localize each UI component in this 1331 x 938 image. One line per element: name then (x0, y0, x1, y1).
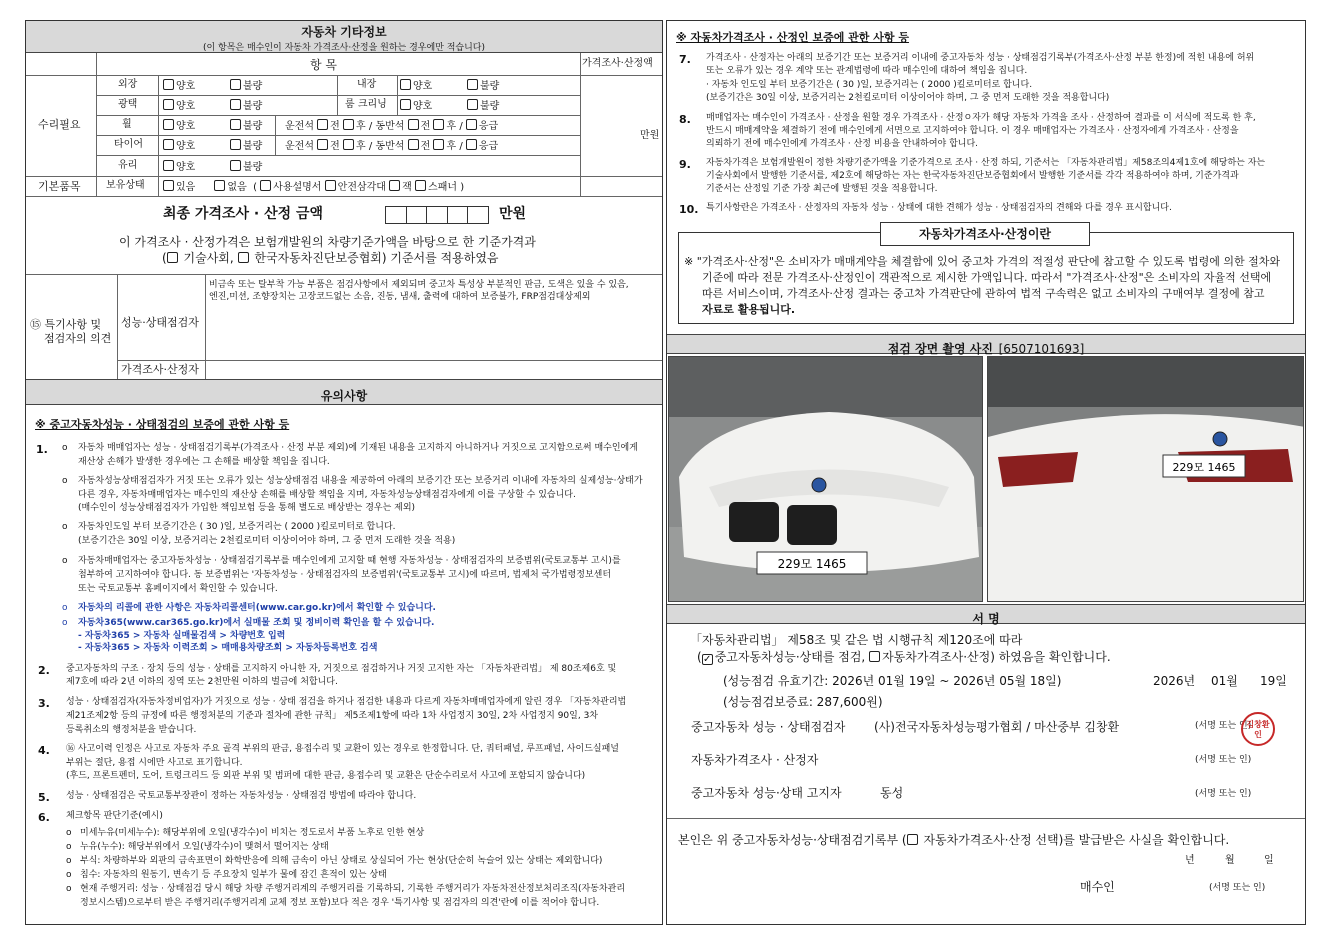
checkbox-icon[interactable] (238, 252, 249, 263)
bullet-icon: o (62, 556, 68, 566)
notice-line: 다른 경우, 자동차매매업자는 매수인의 재산상 손해를 배상할 책임을 지며, 자동차성능상태점검자에게 이를 구상할 수 있습니다. (78, 490, 576, 500)
item-number: 8. (679, 113, 691, 126)
bullet-icon: o (62, 476, 68, 486)
price-signer-label: 자동차가격조사 · 산정자 (691, 753, 819, 767)
item-number: 7. (679, 53, 691, 66)
notice-line: 자동차인도일 부터 보증기간은 ( 30 )일, 보증거리는 ( 2000 )킬로미터로 합니다. (78, 522, 396, 532)
bullet-icon: o (66, 828, 72, 838)
interior-bad[interactable]: 불량 (467, 79, 499, 93)
notice-line: ⑯ 사고이력 인정은 사고로 자동차 주요 골격 부위의 판금, 용접수리 및 교환이 있는 경우로 한정합니다. 단, 쿼터패널, 루프패널, 사이드실패널 (66, 744, 619, 754)
opinion-text-1: 비금속 또는 탈부착 가능 부품은 점검사항에서 제외되며 중고차 특성상 부분적인 판금, 도색은 있을 수 있음, (209, 280, 629, 290)
what-is-title: 자동차가격조사·산정이란 (880, 222, 1090, 246)
row-gloss: 광택 (118, 99, 138, 110)
checkbox-icon[interactable] (317, 119, 328, 130)
notice-line: 정보시스템)으로부터 받은 주행거리(주행거리계 교체 정보 포함)보다 적은 경우 '특기사항 및 점검자의 의견'란에 이를 적어야 합니다. (80, 898, 600, 908)
checkbox-icon (230, 119, 241, 130)
checkbox-icon[interactable] (343, 119, 354, 130)
bullet-icon: o (62, 618, 68, 628)
guarantee-line: 매매업자는 매수인이 가격조사 · 산정을 원할 경우 가격조사 · 산정ㅇ자가 해당 자동차 가격을 조사 · 산정하여 결과를 이 서식에 적도록 한 후, (706, 113, 1256, 123)
row-glass: 유리 (118, 160, 138, 171)
price-signer-sign-hint: (서명 또는 인) (1195, 755, 1252, 765)
checkbox-icon[interactable] (343, 139, 354, 150)
guarantee-line: 반드시 매매계약을 체결하기 전에 매수인에게 서면으로 고지하여야 합니다. 이 경우 매매업자는 가격조사 · 산정자에게 가격조사 · 산정을 (706, 126, 1239, 136)
final-price-title: 최종 가격조사 · 산정 금액 (163, 206, 324, 222)
guarantee-line: · 자동차 인도일 부터 보증기간은 ( 30 )일, 보증거리는 ( 2000 )킬로미터로 합니다. (706, 80, 1033, 90)
notifier-label: 중고자동차 성능·상태 고지자 (691, 786, 842, 800)
item-number: 9. (679, 158, 691, 171)
guarantee-line: 의뢰하기 전에 매수인에게 가격조사 · 산정 비용을 안내하여야 합니다. (706, 139, 979, 149)
checkbox-icon (163, 119, 174, 130)
notice-line: 중고자동차의 구조 · 장치 등의 성능 · 상태를 고지하지 아니한 자, 거짓으로 점검하거나 거짓 고지한 자는 「자동차관리법」 제 80조제6호 및 (66, 664, 617, 674)
checkbox-icon (400, 79, 411, 90)
guarantee-line: (보증기간은 30일 이상, 보증거리는 2천킬로미터 이상이어야 하며, 그 중 먼저 도래한 것을 적용합니다) (706, 93, 1110, 103)
notice-line: 또는 국토교통부 홈페이지에서 확인할 수 있습니다. (78, 584, 278, 594)
opinion-label-1: ⑮ 특기사항 및 (30, 318, 102, 331)
guarantee-line: 자동차가격은 보험개발원이 정한 차량기준가액을 기준가격으로 조사 · 산정 하되, 기준서는 「자동차관리법」제58조의4제1호에 해당하는 자는 (706, 158, 1266, 168)
checkbox-icon[interactable] (214, 180, 225, 191)
notice-line: 체크항목 판단기준(예시) (66, 811, 163, 821)
item-number: 3. (38, 697, 50, 710)
notice-line: 누유(누수): 해당부위에서 오일(냉각수)이 맺혀서 떨어지는 상태 (80, 842, 329, 852)
item-number: 1. (36, 443, 48, 456)
checkbox-icon[interactable] (907, 834, 918, 845)
item-number: 6. (38, 811, 50, 824)
receipt-year: 년 (1185, 855, 1195, 866)
checkbox-icon (230, 99, 241, 110)
other-info-title: 자동차 기타정보 (301, 25, 387, 39)
row-room-cleaning: 룸 크리닝 (345, 99, 387, 110)
what-is-line: 자료로 활용됩니다. (702, 303, 796, 316)
checkbox-icon[interactable] (408, 119, 419, 130)
wheel-good[interactable]: 양호 (163, 119, 195, 133)
notice-line: 자동차성능상태점검자가 거짓 또는 오류가 있는 성능상태점검 내용을 제공하여 아래의 보증기간 또는 보증거리 이내에 자동차의 실제성능·상태가 (78, 476, 643, 486)
notice-line: 첨부하여 고지하여야 합니다. 동 보증범위는 '자동차성능 · 상태점검자의 보증범위'(국토교통부 고시)에 따르며, 법제처 국가법령정보센터 (78, 570, 612, 580)
sign-line-2: (✓ 중고자동차성능·상태를 점검, 자동차가격조사·산정) 하였음을 확인합니다. (697, 650, 1111, 665)
exterior-good[interactable]: 양호 (163, 79, 195, 93)
other-info-header (26, 21, 662, 53)
guarantee-fee: (성능점검보증료: 287,600원) (723, 695, 883, 709)
guarantee-line: 특기사항란은 가격조사 · 산정자의 자동차 성능 · 상태에 대한 견해가 성능 · 상태점검자의 견해와 다를 경우 표시합니다. (706, 203, 1172, 213)
final-price-note-1: 이 가격조사 · 산정가격은 보험개발원의 차량기준가액을 바탕으로 한 기준가격과 (119, 235, 536, 249)
basic-items-label: 기본품목 (38, 180, 81, 193)
recall-link[interactable]: 자동차의 리콜에 관한 사항은 자동차리콜센터(www.car.go.kr)에서 확인할 수 있습니다. (78, 603, 436, 613)
bullet-icon: o (62, 443, 68, 453)
notice-header (26, 379, 662, 405)
checkbox-icon[interactable] (433, 139, 444, 150)
checkbox-icon (467, 99, 478, 110)
notice-line: 성능 · 상태점검자(자동차정비업자)가 거짓으로 성능 · 상태 점검을 하거나 점검한 내용과 다르게 자동차매매업자에게 알린 경우 「자동차관리법 (66, 697, 627, 707)
notice-line: (후드, 프론트펜더, 도어, 트렁크리드 등 외판 부위 및 범퍼에 대한 판금, 용접수리 및 교환은 단순수리로서 사고에 포함되지 않습니다) (66, 771, 586, 781)
guarantee-line: 가격조사 · 산정자는 아래의 보증기간 또는 보증거리 이내에 중고자동차 성능 · 상태점검기록부(가격조사·산정 부분 한정)에 적힌 내용에 허위 (706, 53, 1255, 63)
sign-title: 서 명 (972, 612, 1000, 626)
notifier-sign-hint: (서명 또는 인) (1195, 789, 1252, 799)
checkbox-icon[interactable] (325, 180, 336, 191)
checkbox-icon (467, 79, 478, 90)
photo-header (667, 334, 1305, 354)
notice-title: 유의사항 (320, 389, 368, 403)
col-item-header: 항 목 (310, 58, 337, 72)
other-info-subtitle: (이 항목은 매수인이 자동차 가격조사·산정을 원하는 경우에만 적습니다) (202, 43, 486, 53)
row-status: 보유상태 (106, 180, 145, 191)
notice-line: 미세누유(미세누수): 해당부위에 오일(냉각수)이 비치는 정도로서 부품 노후로 인한 현상 (80, 828, 425, 838)
checkbox-icon[interactable] (433, 119, 444, 130)
checkbox-icon[interactable] (167, 252, 178, 263)
final-price-note-2: ( 기술사회, 한국자동차진단보증협회) 기준서를 적용하였음 (162, 251, 499, 265)
notice-line: 자동차 매매업자는 성능 · 상태점검기록부(가격조사 · 산정 부분 제외)에 기재된 내용을 고지하지 아니하거나 거짓으로 고지함으로써 매수인에게 (78, 443, 638, 453)
sign-year: 2026년 (1153, 674, 1196, 688)
checkbox-icon[interactable] (163, 180, 174, 191)
tire-good[interactable]: 양호 (163, 139, 195, 153)
col-price-header: 가격조사·산정액 (582, 58, 653, 69)
notice-line: 현재 주행거리: 성능 · 상태점검 당시 해당 차량 주행거리계의 주행거리를 기록하되, 기록한 주행거리가 자동차전산정보처리조직(자동차관리 (80, 884, 626, 894)
perf-inspector-label: 성능·상태점검자 (121, 316, 199, 329)
rear-photo (987, 356, 1304, 602)
notice-line: 제7호에 따라 2년 이하의 징역 또는 2천만원 이하의 벌금에 처합니다. (66, 677, 338, 687)
bullet-icon: o (66, 842, 72, 852)
sign-header (667, 604, 1305, 624)
item-number: 5. (38, 791, 50, 804)
notice-line: 재산상 손해가 발생한 경우에는 그 손해를 배상할 책임을 집니다. (78, 457, 330, 467)
checkbox-icon[interactable] (466, 119, 477, 130)
tire-side-options: 운전석 전 후 / 동반석 전 후 / 응급 (285, 141, 499, 152)
checkbox-icon (163, 160, 174, 171)
exterior-bad[interactable]: 불량 (230, 79, 262, 93)
row-exterior: 외장 (118, 79, 138, 90)
bullet-icon: o (62, 522, 68, 532)
row-interior: 내장 (357, 79, 377, 90)
notice-line: 침수: 자동차의 원동기, 변속기 등 주요장치 일부가 물에 잠긴 흔적이 있는 상태 (80, 870, 387, 880)
inspector-label: 중고자동차 성능 · 상태점검자 (691, 720, 846, 734)
receipt-statement: 본인은 위 중고자동차성능·상태점검기록부 ( 자동차가격조사·산정 선택)를 발급받은 사실을 확인합니다. (678, 833, 1230, 847)
sign-month: 01월 (1211, 674, 1238, 688)
checkbox-icon[interactable] (466, 139, 477, 150)
inspector-seal-icon (1241, 712, 1275, 746)
notice-line: 제21조제2항 등의 규정에 따른 행정처분의 기준과 절차에 관한 규칙」 제5조제1항에 따라 1차 사업정지 30일, 2차 사업정지 90일, 3차 (66, 711, 598, 721)
checkbox-icon[interactable] (317, 139, 328, 150)
notice-line: 등록취소의 행정처분을 받습니다. (66, 725, 197, 735)
gloss-bad[interactable]: 불량 (230, 99, 262, 113)
rear-plate: 229모 1465 (1172, 461, 1236, 474)
notice-line: (매수인이 성능상태점검자가 가입한 책임보험 등을 통해 별도로 배상받는 경우는 제외) (78, 503, 416, 513)
checkbox-icon[interactable] (869, 651, 880, 662)
what-is-line: 기준에 따라 전문 가격조사·산정인이 객관적으로 제시한 가액입니다. 따라서 "가격조사·산정"은 소비자의 자율적 선택에 (702, 271, 1272, 284)
tire-bad[interactable]: 불량 (230, 139, 262, 153)
notice-line: (보증기간은 30일 이상, 보증거리는 2천킬로미터 이상이어야 하며, 그 중 먼저 도래한 것을 적용) (78, 536, 456, 546)
validity-period: (성능점검 유효기간: 2026년 01월 19일 ~ 2026년 05월 18일) (723, 674, 1062, 688)
front-plate: 229모 1465 (777, 557, 847, 571)
guarantee-line: 또는 오류가 있는 경우 계약 또는 관계법령에 따라 매수인에 대하여 책임을 집니다. (706, 66, 1028, 76)
checkbox-icon (163, 99, 174, 110)
notice-line: 성능 · 상태점검은 국토교통부장관이 정하는 자동차성능 · 상태점검 방법에 따라야 합니다. (66, 791, 417, 801)
bullet-icon: o (62, 603, 68, 613)
glass-bad[interactable]: 불량 (230, 160, 262, 174)
room-cleaning-bad[interactable]: 불량 (467, 99, 499, 113)
notice-line: 부위는 절단, 용접 시에만 사고로 표기합니다. (66, 758, 243, 768)
gloss-good[interactable]: 양호 (163, 99, 195, 113)
inspector-name: (사)전국자동차성능평가협회 / 마산중부 김창환 (874, 720, 1120, 734)
item-number: 4. (38, 744, 50, 757)
notice-subtitle: ※ 중고자동차성능 · 상태점검의 보증에 관한 사항 등 (35, 418, 290, 431)
checkbox-icon[interactable] (408, 139, 419, 150)
opinion-text-2: 엔진,미션, 조향장치는 고장코드없는 소음, 진동, 냄새, 출력에 대하여 보증불가, FRP점검대상제외 (209, 292, 591, 302)
price-inspector-label: 가격조사·산정자 (121, 363, 199, 376)
interior-good[interactable]: 양호 (400, 79, 432, 93)
inspector-sign-hint: (서명 또는 인) (1195, 721, 1252, 731)
glass-good[interactable]: 양호 (163, 160, 195, 174)
wheel-bad[interactable]: 불량 (230, 119, 262, 133)
checkbox-icon[interactable] (260, 180, 271, 191)
bullet-icon: o (66, 884, 72, 894)
guarantee-line: 기준서는 산정일 기준 가장 최근에 발행된 것을 적용합니다. (706, 184, 938, 194)
what-is-line: ※ "가격조사·산정"은 소비자가 매매계약을 체결함에 있어 중고차 가격의 적절성 판단에 참고할 수 있도록 법령에 의한 절차와 (684, 255, 1280, 268)
receipt-month: 월 (1225, 855, 1235, 866)
item-number: 2. (38, 664, 50, 677)
wheel-side-options: 운전석 전 후 / 동반석 전 후 / 응급 (285, 121, 499, 132)
sign-day: 19일 (1260, 674, 1287, 688)
bullet-icon: o (66, 856, 72, 866)
notice-line: 자동차매매업자는 중고자동차성능 · 상태점검기록부를 매수인에게 고지할 때 현행 자동차성능 · 상태점검자의 보증범위(국토교통부 고시)를 (78, 556, 621, 566)
notifier-name: 동성 (880, 786, 904, 800)
checkbox-icon (400, 99, 411, 110)
front-photo (668, 356, 983, 602)
notice-line: - 자동차365 > 자동차 실매물검색 > 차량번호 입력 (78, 631, 286, 641)
notice-line: - 자동차365 > 자동차 이력조회 > 매매용차량조회 > 자동차등록번호 검색 (78, 643, 378, 653)
guarantee-title: ※ 자동차가격조사 · 산정인 보증에 관한 사항 등 (676, 31, 909, 44)
receipt-day: 일 (1264, 855, 1274, 866)
seal-text: 김창환인 (1246, 720, 1270, 739)
car365-link[interactable]: 자동차365(www.car365.go.kr)에서 실매물 조회 및 정비이력 확인을 할 수 있습니다. (78, 618, 435, 628)
final-price-input[interactable] (385, 206, 489, 224)
checkbox-icon[interactable] (415, 180, 426, 191)
opinion-label-2: 점검자의 의견 (44, 332, 112, 345)
row-tire: 타이어 (114, 139, 143, 150)
checkbox-icon (230, 139, 241, 150)
checkbox-icon (163, 79, 174, 90)
buyer-sign-hint: (서명 또는 인) (1209, 883, 1266, 893)
checkbox-icon[interactable] (389, 180, 400, 191)
sign-line-1: 「자동차관리법」 제58조 및 같은 법 시행규칙 제120조에 따라 (690, 633, 1023, 647)
room-cleaning-good[interactable]: 양호 (400, 99, 432, 113)
buyer-label: 매수인 (1080, 880, 1115, 894)
repair-label: 수리필요 (38, 118, 81, 131)
checked-checkbox-icon[interactable] (702, 654, 713, 665)
basic-items-options: 있음 없음 ( 사용설명서 안전삼각대 잭 스패너 ) (163, 180, 464, 194)
what-is-line: 따른 서비스이며, 가격조사·산정 결과는 중고차 가격판단에 관하여 법적 구속력은 없고 소비자의 구매여부 결정에 참고 (702, 287, 1265, 300)
row-wheel: 휠 (122, 119, 132, 130)
checkbox-icon (163, 139, 174, 150)
item-number: 10. (679, 203, 699, 216)
guarantee-line: 기술사회에서 발행한 기준서를, 제2호에 해당하는 자는 한국자동차진단보증협회에서 발행한 기준서를 각각 적용하여야 하며, 기준가격과 (706, 171, 1239, 181)
price-unit: 만원 (640, 130, 660, 141)
checkbox-icon (230, 160, 241, 171)
final-price-unit: 만원 (499, 206, 527, 222)
bullet-icon: o (66, 870, 72, 880)
photo-title: 점검 장면 촬영 사진 (887, 342, 993, 356)
checkbox-icon (230, 79, 241, 90)
notice-line: 부식: 차량하부와 외판의 금속표면이 화학반응에 의해 금속이 아닌 상태로 상실되어 가는 현상(단순히 녹슬어 있는 상태는 제외합니다) (80, 856, 603, 866)
photo-id: [6507101693] (998, 342, 1085, 356)
